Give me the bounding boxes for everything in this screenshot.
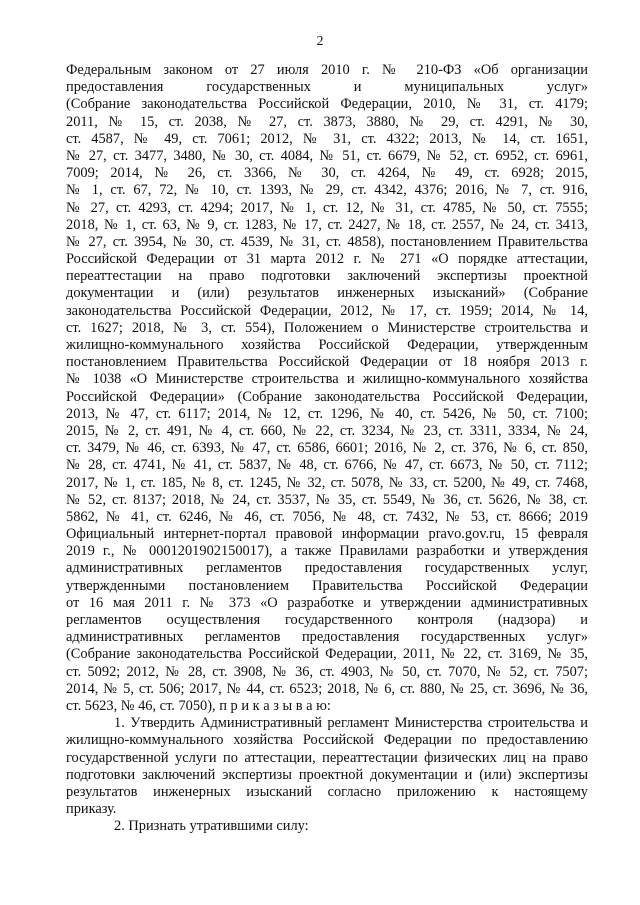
text-line: № 28, ст. 4741, № 41, ст. 5837, № 48, ст. 6766, № 47, ст. 6673, № 50, ст. 7112; — [66, 457, 588, 474]
text-line: Официальный интернет-портал правовой информации pravo.gov.ru, 15 февраля — [66, 526, 588, 543]
text-line: ст. 5623, № 46, ст. 7050), п р и к а з ы в а ю: — [66, 697, 331, 714]
text-line: 2017, № 1, ст. 185, № 8, ст. 1245, № 32, ст. 5078, № 33, ст. 5200, № 49, ст. 7468, — [66, 474, 588, 491]
text-line: (Собрание законодательства Российской Федерации, 2010, № 31, ст. 4179; — [66, 96, 588, 113]
text-line: № 27, ст. 3477, 3480, № 30, ст. 4084, № 51, ст. 6679, № 52, ст. 6952, ст. 6961, — [66, 147, 588, 164]
text-line: 2. Признать утратившими силу: — [114, 818, 309, 835]
text-line: 7009; 2014, № 26, ст. 3366, № 30, ст. 4264, № 49, ст. 6928; 2015, — [66, 165, 588, 182]
text-line: ст. 3479, № 46, ст. 6393, № 47, ст. 6586, 6601; 2016, № 2, ст. 376, № 6, ст. 850, — [66, 440, 588, 457]
text-line: ст. 5092; 2012, № 28, ст. 3908, № 36, ст. 4903, № 50, ст. 7070, № 52, ст. 7507; — [66, 663, 588, 680]
text-line: приказу. — [66, 801, 117, 818]
text-line: Российской Федерации от 31 марта 2012 г. № 271 «О порядке аттестации, — [66, 251, 588, 268]
text-line: 2018, № 1, ст. 63, № 9, ст. 1283, № 17, ст. 2427, № 18, ст. 2557, № 24, ст. 3413, — [66, 216, 588, 233]
text-line: (Собрание законодательства Российской Федерации, 2011, № 22, ст. 3169, № 35, — [66, 646, 588, 663]
text-line: результатов инженерных изысканий согласно приложению к настоящему — [66, 783, 588, 800]
text-line: переаттестации на право подготовки заключений экспертизы проектной — [66, 268, 588, 285]
text-line: государственной услуги по аттестации, переаттестации физических лиц на право — [66, 749, 588, 766]
text-line: № 1038 «О Министерстве строительства и жилищно-коммунального хозяйства — [66, 371, 588, 388]
text-line: от 16 мая 2011 г. № 373 «О разработке и утверждении административных — [66, 594, 588, 611]
text-line: Федеральным законом от 27 июля 2010 г. № 210-ФЗ «Об организации — [66, 62, 588, 78]
text-line: № 27, ст. 4293, ст. 4294; 2017, № 1, ст. 12, № 31, ст. 4785, № 50, ст. 7555; — [66, 199, 588, 216]
text-line: жилищно-коммунального хозяйства Российской Федерации, утвержденным — [66, 337, 588, 353]
text-line: постановлением Правительства Российской Федерации от 18 ноября 2013 г. — [66, 354, 588, 371]
text-line: жилищно-коммунального хозяйства Российской Федерации по предоставлению — [66, 732, 588, 749]
text-line: 5862, № 41, ст. 6246, № 46, ст. 7056, № 48, ст. 7432, № 53, ст. 8666; 2019 — [66, 508, 588, 525]
text-line: Российской Федерации» (Собрание законодательства Российской Федерации, — [66, 388, 588, 405]
text-line: 1. Утвердить Административный регламент Министерства строительства и — [114, 715, 588, 732]
text-line: 2011, № 15, ст. 2038, № 27, ст. 3873, 3880, № 29, ст. 4291, № 30, — [66, 113, 588, 130]
text-line: 2019 г., № 0001201902150017), а также Правилами разработки и утверждения — [66, 543, 588, 560]
text-line: подготовки заключений экспертизы проектной документации и (или) экспертизы — [66, 766, 588, 783]
text-line: 2015, № 2, ст. 491, № 4, ст. 660, № 22, ст. 3234, № 23, ст. 3311, 3334, № 24, — [66, 422, 588, 439]
text-line: ст. 1627; 2018, № 3, ст. 554), Положением о Министерстве строительства и — [66, 319, 588, 336]
text-line: административных регламентов предоставления государственных услуг» — [66, 629, 588, 646]
text-line: 2014, № 5, ст. 506; 2017, № 44, ст. 6523; 2018, № 6, ст. 880, № 25, ст. 3696, № 36, — [66, 680, 588, 697]
text-line: № 52, ст. 8137; 2018, № 24, ст. 3537, № 35, ст. 5549, № 36, ст. 5626, № 38, ст. — [66, 491, 588, 508]
document-body — [66, 62, 588, 835]
page-number: 2 — [316, 34, 324, 49]
text-line: законодательства Российской Федерации, 2012, № 17, ст. 1959; 2014, № 14, — [66, 302, 588, 319]
text-line: предоставления государственных и муниципальных услуг» — [66, 79, 588, 96]
text-line: регламентов осуществления государственного контроля (надзора) и — [66, 612, 588, 628]
text-line: утвержденными постановлением Правительства Российской Федерации — [66, 577, 588, 594]
text-line: № 1, ст. 67, 72, № 10, ст. 1393, № 29, ст. 4342, 4376; 2016, № 7, ст. 916, — [66, 182, 588, 199]
text-line: № 27, ст. 3954, № 30, ст. 4539, № 31, ст. 4858), постановлением Правительства — [66, 233, 588, 250]
text-line: административных регламентов предоставления государственных услуг, — [66, 560, 588, 577]
text-line: документации и (или) результатов инженерных изысканий» (Собрание — [66, 285, 588, 302]
text-line: ст. 4587, № 49, ст. 7061; 2012, № 31, ст. 4322; 2013, № 14, ст. 1651, — [66, 130, 588, 147]
text-line: 2013, № 47, ст. 6117; 2014, № 12, ст. 1296, № 40, ст. 5426, № 50, ст. 7100; — [66, 405, 588, 422]
